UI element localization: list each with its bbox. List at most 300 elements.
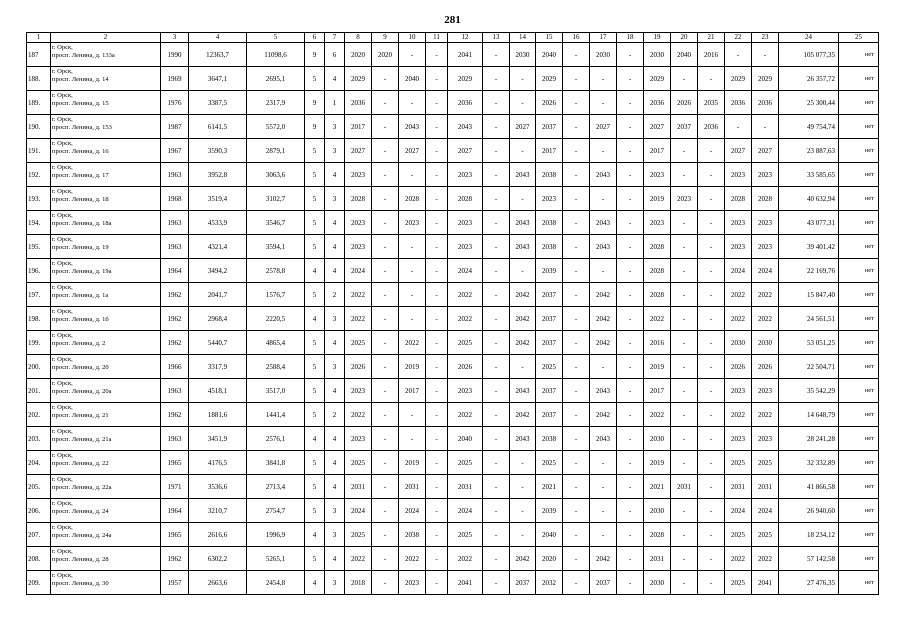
address-street: просп. Ленина, д. 15 <box>52 100 109 107</box>
data-cell: 3594,1 <box>247 235 305 259</box>
data-cell: - <box>426 355 448 379</box>
data-cell: - <box>617 163 644 187</box>
housing-register-table <box>26 32 879 595</box>
address-street: просп. Ленина, д. 21а <box>52 436 112 443</box>
data-cell: - <box>483 451 510 475</box>
row-number-cell: 191. <box>27 139 51 163</box>
column-number-header: 21 <box>698 33 725 43</box>
data-cell: 2042 <box>590 331 617 355</box>
data-cell: - <box>483 67 510 91</box>
data-cell: 2037 <box>510 571 536 595</box>
flag-cell: нет <box>839 547 879 571</box>
cost-cell: 33 585,65 <box>779 163 839 187</box>
data-cell: - <box>372 499 399 523</box>
data-cell: - <box>671 379 698 403</box>
data-cell: - <box>510 67 536 91</box>
address-city: г. Орск, <box>52 92 73 99</box>
table-row <box>27 211 879 235</box>
data-cell: - <box>563 43 590 67</box>
data-cell: 5265,1 <box>247 547 305 571</box>
table-row <box>27 115 879 139</box>
data-cell: 2026 <box>752 355 779 379</box>
data-cell: - <box>426 523 448 547</box>
data-cell: 1996,9 <box>247 523 305 547</box>
data-cell: 4 <box>325 427 345 451</box>
data-cell: - <box>698 283 725 307</box>
data-cell: 2031 <box>644 547 671 571</box>
data-cell: 2036 <box>448 91 483 115</box>
data-cell: 2023 <box>536 187 563 211</box>
data-cell: - <box>563 259 590 283</box>
row-number-cell: 209. <box>27 571 51 595</box>
address-cell <box>51 283 161 307</box>
data-cell: - <box>617 235 644 259</box>
data-cell: 3 <box>325 355 345 379</box>
row-number-cell: 199. <box>27 331 51 355</box>
data-cell: - <box>563 523 590 547</box>
data-cell: - <box>698 523 725 547</box>
data-cell: - <box>698 211 725 235</box>
data-cell: 2021 <box>536 475 563 499</box>
data-cell: 2028 <box>448 187 483 211</box>
data-cell: 2029 <box>448 67 483 91</box>
data-cell: 2025 <box>752 451 779 475</box>
address-street: просп. Ленина, д. 2 <box>52 340 106 347</box>
address-cell <box>51 547 161 571</box>
column-number-header: 14 <box>510 33 536 43</box>
data-cell: 2879,1 <box>247 139 305 163</box>
flag-cell: нет <box>839 475 879 499</box>
data-cell: 2019 <box>644 187 671 211</box>
row-number-cell: 206. <box>27 499 51 523</box>
data-cell: 1962 <box>161 307 189 331</box>
data-cell: 5 <box>305 499 325 523</box>
table-row <box>27 451 879 475</box>
data-cell: 5 <box>305 163 325 187</box>
data-cell: - <box>372 475 399 499</box>
data-cell: - <box>698 139 725 163</box>
table-row <box>27 67 879 91</box>
address-city: г. Орск, <box>52 284 73 291</box>
data-cell: 5 <box>305 67 325 91</box>
data-cell: 2041,7 <box>189 283 247 307</box>
data-cell: 4 <box>325 331 345 355</box>
data-cell: 2695,1 <box>247 67 305 91</box>
data-cell: 3102,7 <box>247 187 305 211</box>
data-cell: - <box>671 211 698 235</box>
data-cell: 3 <box>325 139 345 163</box>
data-cell: 1967 <box>161 139 189 163</box>
data-cell: 2024 <box>752 259 779 283</box>
data-cell: - <box>698 571 725 595</box>
data-cell: - <box>563 427 590 451</box>
data-cell: 2022 <box>345 283 372 307</box>
data-cell: 2030 <box>725 331 752 355</box>
data-cell: - <box>563 67 590 91</box>
data-cell: - <box>372 211 399 235</box>
address-street: просп. Ленина, д. 20а <box>52 388 112 395</box>
data-cell: 2037 <box>590 571 617 595</box>
data-cell: 2029 <box>536 67 563 91</box>
data-cell: 2042 <box>590 307 617 331</box>
address-cell <box>51 331 161 355</box>
data-cell: - <box>563 283 590 307</box>
data-cell: 2016 <box>644 331 671 355</box>
data-cell: 3 <box>325 571 345 595</box>
data-cell: - <box>426 475 448 499</box>
flag-cell: нет <box>839 403 879 427</box>
data-cell: 2023 <box>725 235 752 259</box>
data-cell: 2027 <box>510 115 536 139</box>
data-cell: 1987 <box>161 115 189 139</box>
address-city: г. Орск, <box>52 68 73 75</box>
data-cell: - <box>671 331 698 355</box>
data-cell: 2037 <box>671 115 698 139</box>
data-cell: 2025 <box>345 523 372 547</box>
data-cell: 4 <box>305 571 325 595</box>
data-cell: - <box>426 427 448 451</box>
data-cell: 4176,5 <box>189 451 247 475</box>
data-cell: 2038 <box>536 163 563 187</box>
data-cell: 5 <box>305 139 325 163</box>
data-cell: 4 <box>325 475 345 499</box>
data-cell: 4 <box>305 307 325 331</box>
data-cell: 12363,7 <box>189 43 247 67</box>
data-cell: 1965 <box>161 523 189 547</box>
data-cell: - <box>426 139 448 163</box>
data-cell: 2022 <box>345 403 372 427</box>
data-cell: 3647,1 <box>189 67 247 91</box>
data-cell: 3063,6 <box>247 163 305 187</box>
data-cell: 2017 <box>644 139 671 163</box>
data-cell: 2030 <box>644 571 671 595</box>
data-cell: 2031 <box>399 475 426 499</box>
column-number-header: 24 <box>779 33 839 43</box>
flag-cell: нет <box>839 187 879 211</box>
data-cell: - <box>483 331 510 355</box>
table-row <box>27 475 879 499</box>
table-row <box>27 307 879 331</box>
data-cell: - <box>563 331 590 355</box>
data-cell: 2024 <box>752 499 779 523</box>
data-cell: 2023 <box>752 163 779 187</box>
column-number-header: 25 <box>839 33 879 43</box>
data-cell: 2024 <box>399 499 426 523</box>
data-cell: 4 <box>325 163 345 187</box>
data-cell: 2030 <box>644 43 671 67</box>
table-row <box>27 547 879 571</box>
column-number-header: 17 <box>590 33 617 43</box>
data-cell: 4 <box>305 427 325 451</box>
data-cell: 2023 <box>345 211 372 235</box>
data-cell: 2019 <box>399 355 426 379</box>
data-cell: 2030 <box>590 43 617 67</box>
data-cell: 2025 <box>536 355 563 379</box>
data-cell: - <box>510 475 536 499</box>
data-cell: 2028 <box>644 235 671 259</box>
data-cell: 2028 <box>644 283 671 307</box>
data-cell: 2039 <box>536 499 563 523</box>
data-cell: 2042 <box>510 403 536 427</box>
table-row <box>27 523 879 547</box>
data-cell: 2043 <box>510 211 536 235</box>
data-cell: - <box>698 355 725 379</box>
table-row <box>27 427 879 451</box>
data-cell: 1881,6 <box>189 403 247 427</box>
cost-cell: 105 077,35 <box>779 43 839 67</box>
row-number-cell: 207. <box>27 523 51 547</box>
data-cell: - <box>698 547 725 571</box>
data-cell: - <box>698 475 725 499</box>
data-cell: 5440,7 <box>189 331 247 355</box>
data-cell: 4 <box>325 67 345 91</box>
data-cell: - <box>698 163 725 187</box>
data-cell: 2022 <box>752 403 779 427</box>
data-cell: 4321,4 <box>189 235 247 259</box>
data-cell: - <box>372 331 399 355</box>
data-cell: - <box>590 475 617 499</box>
data-cell: 2578,8 <box>247 259 305 283</box>
data-cell: 2025 <box>448 451 483 475</box>
data-cell: - <box>399 307 426 331</box>
data-cell: 3517,0 <box>247 379 305 403</box>
data-cell: 4 <box>325 259 345 283</box>
address-street: просп. Ленина, д. 1а <box>52 292 109 299</box>
data-cell: 2027 <box>345 139 372 163</box>
address-street: просп. Ленина, д. 22а <box>52 484 112 491</box>
data-cell: 2023 <box>448 211 483 235</box>
data-cell: - <box>426 67 448 91</box>
row-number-cell: 200. <box>27 355 51 379</box>
data-cell: - <box>372 451 399 475</box>
data-cell: - <box>510 187 536 211</box>
data-cell: 1 <box>325 91 345 115</box>
flag-cell: нет <box>839 91 879 115</box>
data-cell: - <box>483 211 510 235</box>
data-cell: - <box>426 547 448 571</box>
address-city: г. Орск, <box>52 428 73 435</box>
data-cell: 2043 <box>590 427 617 451</box>
data-cell: 4518,1 <box>189 379 247 403</box>
data-cell: 2028 <box>644 523 671 547</box>
data-cell: - <box>617 187 644 211</box>
address-street: просп. Ленина, д. 14 <box>52 76 109 83</box>
data-cell: 2036 <box>345 91 372 115</box>
data-cell: - <box>590 259 617 283</box>
data-cell: - <box>426 571 448 595</box>
data-cell: 2018 <box>345 571 372 595</box>
data-cell: - <box>617 379 644 403</box>
row-number-cell: 203. <box>27 427 51 451</box>
row-number-cell: 201. <box>27 379 51 403</box>
flag-cell: нет <box>839 307 879 331</box>
data-cell: 1962 <box>161 403 189 427</box>
data-cell: - <box>563 475 590 499</box>
data-cell: - <box>671 235 698 259</box>
data-cell: 2028 <box>644 259 671 283</box>
data-cell: - <box>671 547 698 571</box>
data-cell: 2024 <box>725 499 752 523</box>
data-cell: - <box>590 91 617 115</box>
data-cell: 2023 <box>644 163 671 187</box>
data-cell: 1963 <box>161 211 189 235</box>
address-cell <box>51 475 161 499</box>
data-cell: - <box>671 307 698 331</box>
data-cell: - <box>510 499 536 523</box>
row-number-cell: 190. <box>27 115 51 139</box>
data-cell: 2037 <box>536 379 563 403</box>
data-cell: 3 <box>325 115 345 139</box>
data-cell: 2024 <box>448 259 483 283</box>
data-cell: 2029 <box>725 67 752 91</box>
data-cell: 2029 <box>345 67 372 91</box>
data-cell: - <box>671 139 698 163</box>
data-cell: 2030 <box>510 43 536 67</box>
data-cell: - <box>483 115 510 139</box>
data-cell: 4 <box>325 547 345 571</box>
data-cell: - <box>617 283 644 307</box>
column-number-header: 11 <box>426 33 448 43</box>
data-cell: 2017 <box>345 115 372 139</box>
data-cell: - <box>617 43 644 67</box>
data-cell: - <box>698 187 725 211</box>
cost-cell: 57 142,58 <box>779 547 839 571</box>
data-cell: 2028 <box>752 187 779 211</box>
address-street: просп. Ленина, д. 22 <box>52 460 109 467</box>
address-cell <box>51 139 161 163</box>
data-cell: - <box>510 91 536 115</box>
data-cell: - <box>426 235 448 259</box>
data-cell: - <box>671 571 698 595</box>
column-number-header: 13 <box>483 33 510 43</box>
data-cell: 2022 <box>345 307 372 331</box>
data-cell: 2022 <box>448 283 483 307</box>
column-number-header: 19 <box>644 33 671 43</box>
data-cell: - <box>483 571 510 595</box>
row-number-cell: 192. <box>27 163 51 187</box>
column-number-header: 4 <box>189 33 247 43</box>
data-cell: - <box>483 259 510 283</box>
data-cell: - <box>563 499 590 523</box>
data-cell: 5 <box>305 187 325 211</box>
data-cell: 2028 <box>345 187 372 211</box>
data-cell: 2616,6 <box>189 523 247 547</box>
data-cell: 2025 <box>536 451 563 475</box>
data-cell: 3 <box>325 187 345 211</box>
data-cell: - <box>671 451 698 475</box>
data-cell: - <box>426 451 448 475</box>
address-city: г. Орск, <box>52 572 73 579</box>
data-cell: 4 <box>325 379 345 403</box>
data-cell: 2027 <box>644 115 671 139</box>
data-cell: 2043 <box>510 379 536 403</box>
data-cell: 2036 <box>752 91 779 115</box>
cost-cell: 28 241,28 <box>779 427 839 451</box>
data-cell: 2454,8 <box>247 571 305 595</box>
flag-cell: нет <box>839 259 879 283</box>
data-cell: 2022 <box>644 403 671 427</box>
address-cell <box>51 67 161 91</box>
data-cell: - <box>563 211 590 235</box>
cost-cell: 26 940,60 <box>779 499 839 523</box>
data-cell: 4 <box>325 211 345 235</box>
column-number-header: 18 <box>617 33 644 43</box>
data-cell: - <box>483 547 510 571</box>
data-cell: - <box>426 187 448 211</box>
flag-cell: нет <box>839 571 879 595</box>
flag-cell: нет <box>839 451 879 475</box>
data-cell: - <box>426 331 448 355</box>
data-cell: - <box>372 187 399 211</box>
address-street: просп. Ленина, д. 18 <box>52 196 109 203</box>
data-cell: 1964 <box>161 499 189 523</box>
data-cell: 1964 <box>161 259 189 283</box>
data-cell: 2043 <box>590 235 617 259</box>
data-cell: 2023 <box>752 379 779 403</box>
data-cell: - <box>698 307 725 331</box>
column-number-row <box>27 33 879 43</box>
data-cell: - <box>617 403 644 427</box>
address-city: г. Орск, <box>52 164 73 171</box>
data-cell: 5 <box>305 379 325 403</box>
data-cell: 2023 <box>752 427 779 451</box>
data-cell: - <box>563 307 590 331</box>
data-cell: 2019 <box>644 451 671 475</box>
data-cell: 2042 <box>510 331 536 355</box>
data-cell: 2026 <box>725 355 752 379</box>
data-cell: 2042 <box>590 403 617 427</box>
data-cell: 2022 <box>725 307 752 331</box>
data-cell: - <box>563 187 590 211</box>
data-cell: - <box>483 427 510 451</box>
data-cell: 1963 <box>161 379 189 403</box>
address-cell <box>51 91 161 115</box>
data-cell: 2043 <box>590 163 617 187</box>
data-cell: - <box>617 499 644 523</box>
data-cell: 5572,0 <box>247 115 305 139</box>
cost-cell: 15 847,40 <box>779 283 839 307</box>
data-cell: - <box>372 91 399 115</box>
data-cell: 1969 <box>161 67 189 91</box>
data-cell: 2032 <box>536 571 563 595</box>
data-cell: 2035 <box>698 91 725 115</box>
data-cell: 2022 <box>399 331 426 355</box>
column-number-header: 16 <box>563 33 590 43</box>
cost-cell: 39 401,42 <box>779 235 839 259</box>
data-cell: 2031 <box>671 475 698 499</box>
data-cell: 2023 <box>644 211 671 235</box>
data-cell: 3590,3 <box>189 139 247 163</box>
data-cell: 2023 <box>725 211 752 235</box>
table-row <box>27 139 879 163</box>
data-cell: - <box>617 307 644 331</box>
data-cell: 2037 <box>536 307 563 331</box>
data-cell: 2040 <box>671 43 698 67</box>
address-cell <box>51 571 161 595</box>
data-cell: 2025 <box>345 451 372 475</box>
data-cell: 2041 <box>448 571 483 595</box>
data-cell: 2019 <box>644 355 671 379</box>
data-cell: - <box>671 427 698 451</box>
flag-cell: нет <box>839 43 879 67</box>
data-cell: 2023 <box>752 235 779 259</box>
data-cell: 2220,5 <box>247 307 305 331</box>
data-cell: 2026 <box>345 355 372 379</box>
data-cell: - <box>617 355 644 379</box>
column-number-header: 15 <box>536 33 563 43</box>
table-row <box>27 571 879 595</box>
data-cell: 1968 <box>161 187 189 211</box>
